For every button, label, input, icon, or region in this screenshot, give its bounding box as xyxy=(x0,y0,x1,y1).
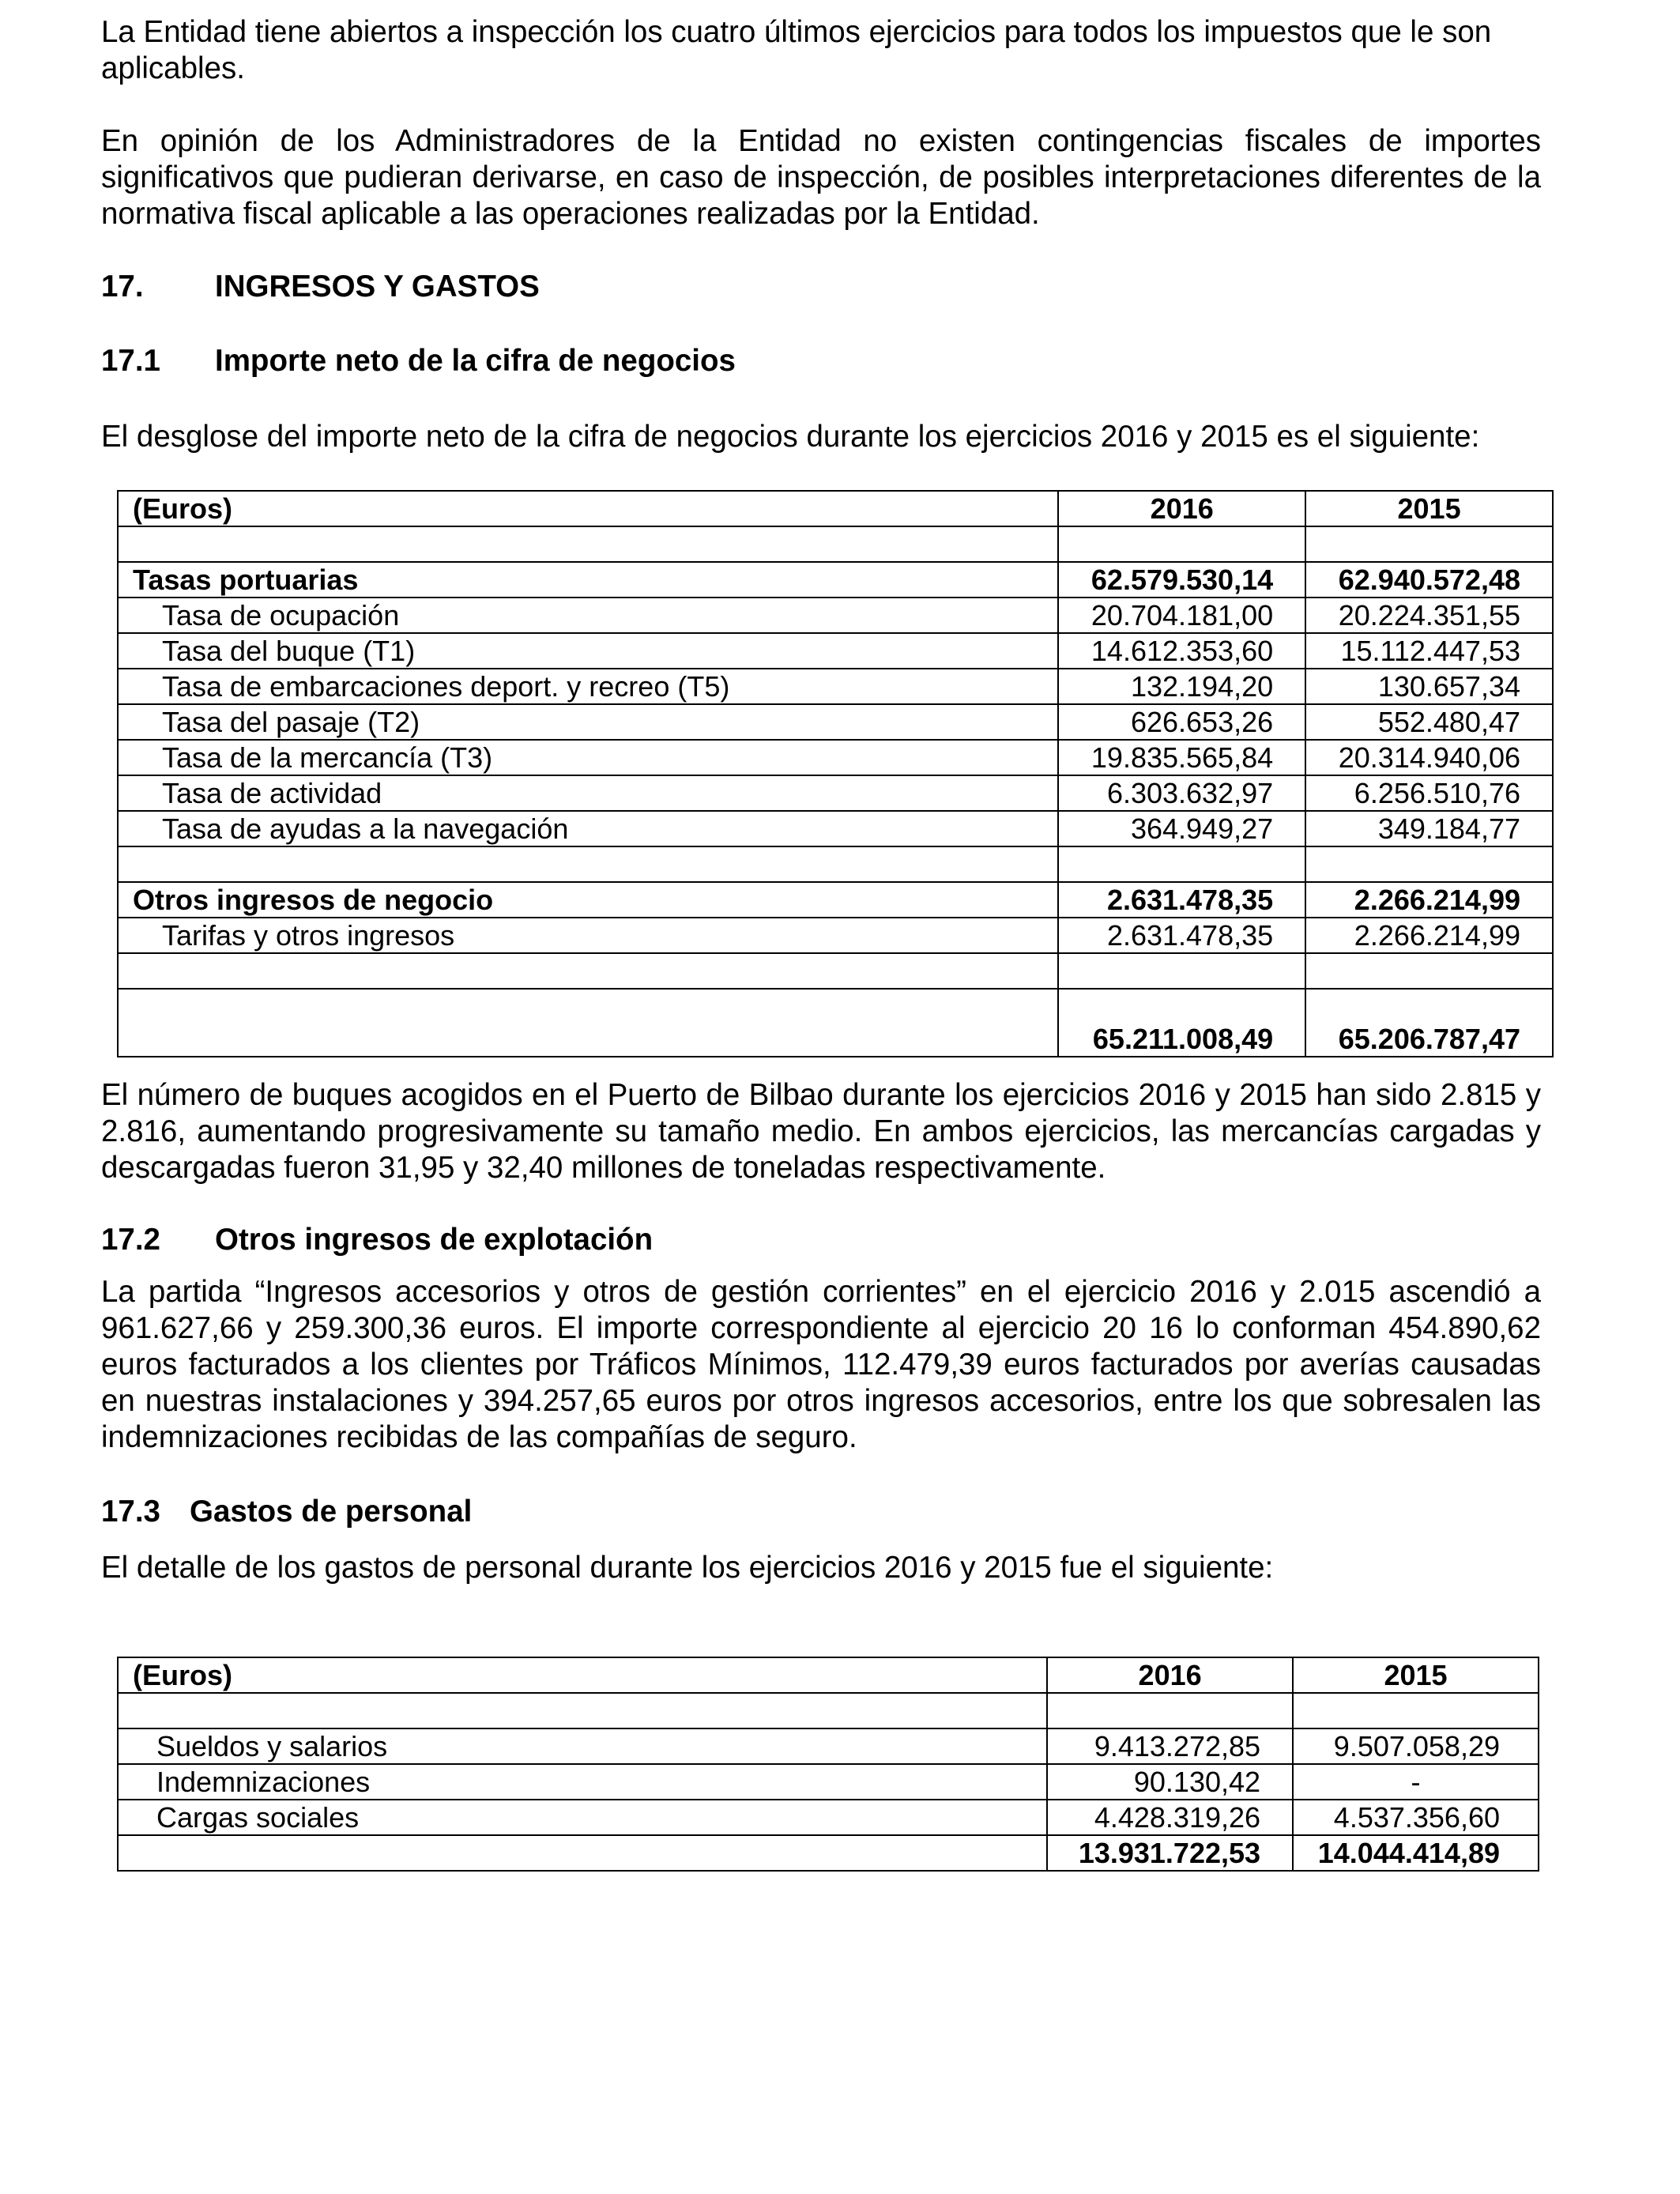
table-header-row xyxy=(118,1657,1539,1693)
row-label: Tarifas y otros ingresos xyxy=(118,918,1058,953)
value-2016: 2.631.478,35 xyxy=(1058,918,1305,953)
value-2016: 20.704.181,00 xyxy=(1058,598,1305,633)
header-year-2015: 2015 xyxy=(1293,1657,1539,1693)
row-label: Otros ingresos de negocio xyxy=(118,882,1058,918)
value-2015: 20.224.351,55 xyxy=(1305,598,1553,633)
section-heading-17-1 xyxy=(101,343,736,379)
section-number: 17. xyxy=(101,270,144,303)
section-heading-17 xyxy=(101,269,540,305)
value-2015: 6.256.510,76 xyxy=(1305,775,1553,811)
paragraph-desglose: El desglose del importe neto de la cifra de negocios durante los ejercicios 2016 y 2015 es el siguiente: xyxy=(101,420,1480,454)
value-2016: 4.428.319,26 xyxy=(1047,1800,1293,1835)
table-total-row xyxy=(118,989,1553,1057)
row-label: Tasa de ayudas a la navegación xyxy=(118,811,1058,846)
paragraph-detalle-personal: El detalle de los gastos de personal durante los ejercicios 2016 y 2015 fue el siguiente: xyxy=(101,1551,1274,1585)
table-row xyxy=(118,740,1553,775)
row-label: Tasa de actividad xyxy=(118,775,1058,811)
total-2016: 65.211.008,49 xyxy=(1058,989,1305,1057)
paragraph-contingencias: En opinión de los Administradores de la Entidad no existen contingencias fiscales de importes significativos que pudieran derivarse, en caso de inspección, de posibles interpretaciones diferentes de la normativa fiscal aplicable a las operaciones realizadas por la Entidad. xyxy=(101,124,1541,231)
value-2016: 364.949,27 xyxy=(1058,811,1305,846)
table-row xyxy=(118,598,1553,633)
table-row xyxy=(118,811,1553,846)
table-header-row xyxy=(118,491,1553,526)
value-2015: 349.184,77 xyxy=(1305,811,1553,846)
value-2016: 62.579.530,14 xyxy=(1058,562,1305,598)
value-2016: 6.303.632,97 xyxy=(1058,775,1305,811)
section-number: 17.1 xyxy=(101,344,160,378)
section-title: Importe neto de la cifra de negocios xyxy=(215,344,736,378)
cifra-negocios-table xyxy=(117,490,1554,1057)
paragraph-buques: El número de buques acogidos en el Puerto de Bilbao durante los ejercicios 2016 y 2015 han sido 2.815 y 2.816, aumentando progresivamente su tamaño medio. En ambos ejercicios, las mercancías cargadas y descargadas fueron 31,95 y 32,40 millones de toneladas respectivamente. xyxy=(101,1078,1541,1185)
row-label: Indemnizaciones xyxy=(118,1764,1047,1800)
table-row xyxy=(118,1800,1539,1835)
value-2016: 19.835.565,84 xyxy=(1058,740,1305,775)
value-2016: 90.130,42 xyxy=(1047,1764,1293,1800)
table-row xyxy=(118,704,1553,740)
value-2015: 20.314.940,06 xyxy=(1305,740,1553,775)
header-label: (Euros) xyxy=(118,1657,1047,1693)
section-title: Otros ingresos de explotación xyxy=(215,1223,654,1257)
value-2016: 14.612.353,60 xyxy=(1058,633,1305,669)
table-row xyxy=(118,775,1553,811)
table-row xyxy=(118,669,1553,704)
header-year-2016: 2016 xyxy=(1047,1657,1293,1693)
value-2015: 2.266.214,99 xyxy=(1305,882,1553,918)
spacer-row xyxy=(118,1693,1539,1728)
table-total-row xyxy=(118,1835,1539,1871)
value-2016: 626.653,26 xyxy=(1058,704,1305,740)
spacer-row xyxy=(118,953,1553,989)
value-2016: 2.631.478,35 xyxy=(1058,882,1305,918)
total-2016: 13.931.722,53 xyxy=(1047,1835,1293,1871)
value-2015: 130.657,34 xyxy=(1305,669,1553,704)
value-2015: 15.112.447,53 xyxy=(1305,633,1553,669)
value-2015: 62.940.572,48 xyxy=(1305,562,1553,598)
section-title: INGRESOS Y GASTOS xyxy=(215,270,540,303)
row-label: Tasa de embarcaciones deport. y recreo (T5) xyxy=(118,669,1058,704)
header-year-2016: 2016 xyxy=(1058,491,1305,526)
value-2015: - xyxy=(1293,1764,1539,1800)
value-2015: 9.507.058,29 xyxy=(1293,1728,1539,1764)
section-heading-17-3 xyxy=(101,1494,472,1530)
value-2015: 4.537.356,60 xyxy=(1293,1800,1539,1835)
row-label: Tasa del pasaje (T2) xyxy=(118,704,1058,740)
total-2015: 65.206.787,47 xyxy=(1305,989,1553,1057)
value-2015: 552.480,47 xyxy=(1305,704,1553,740)
value-2015: 2.266.214,99 xyxy=(1305,918,1553,953)
table-row xyxy=(118,1728,1539,1764)
header-year-2015: 2015 xyxy=(1305,491,1553,526)
row-label: Tasas portuarias xyxy=(118,562,1058,598)
paragraph-inspeccion: La Entidad tiene abiertos a inspección los cuatro últimos ejercicios para todos los impuestos que le son aplicables. xyxy=(101,15,1492,85)
table-row xyxy=(118,918,1553,953)
section-number: 17.2 xyxy=(101,1223,160,1257)
value-2016: 132.194,20 xyxy=(1058,669,1305,704)
section-title: Gastos de personal xyxy=(190,1495,473,1529)
value-2016: 9.413.272,85 xyxy=(1047,1728,1293,1764)
table-row-tasas-portuarias xyxy=(118,562,1553,598)
row-label: Tasa de la mercancía (T3) xyxy=(118,740,1058,775)
header-label: (Euros) xyxy=(118,491,1058,526)
row-label: Sueldos y salarios xyxy=(118,1728,1047,1764)
spacer-row xyxy=(118,846,1553,882)
spacer-row xyxy=(118,526,1553,562)
row-label: Tasa de ocupación xyxy=(118,598,1058,633)
paragraph-ingresos-accesorios: La partida “Ingresos accesorios y otros de gestión corrientes” en el ejercicio 2016 y 2.015 ascendió a 961.627,66 y 259.300,36 euros. El importe correspondiente al ejercicio 20 16 lo conforman 454.890,62 euros facturados a los clientes por Tráficos Mínimos, 112.479,39 euros facturados por averías causadas en nuestras instalaciones y 394.257,65 euros por otros ingresos accesorios, entre los que sobresalen las indemnizaciones recibidas de las compañías de seguro. xyxy=(101,1275,1541,1454)
table-row xyxy=(118,1764,1539,1800)
table-row xyxy=(118,633,1553,669)
section-number: 17.3 xyxy=(101,1495,160,1529)
gastos-personal-table xyxy=(117,1657,1539,1872)
table-row-otros-ingresos xyxy=(118,882,1553,918)
section-heading-17-2 xyxy=(101,1222,653,1258)
row-label: Cargas sociales xyxy=(118,1800,1047,1835)
total-2015: 14.044.414,89 xyxy=(1293,1835,1539,1871)
row-label: Tasa del buque (T1) xyxy=(118,633,1058,669)
